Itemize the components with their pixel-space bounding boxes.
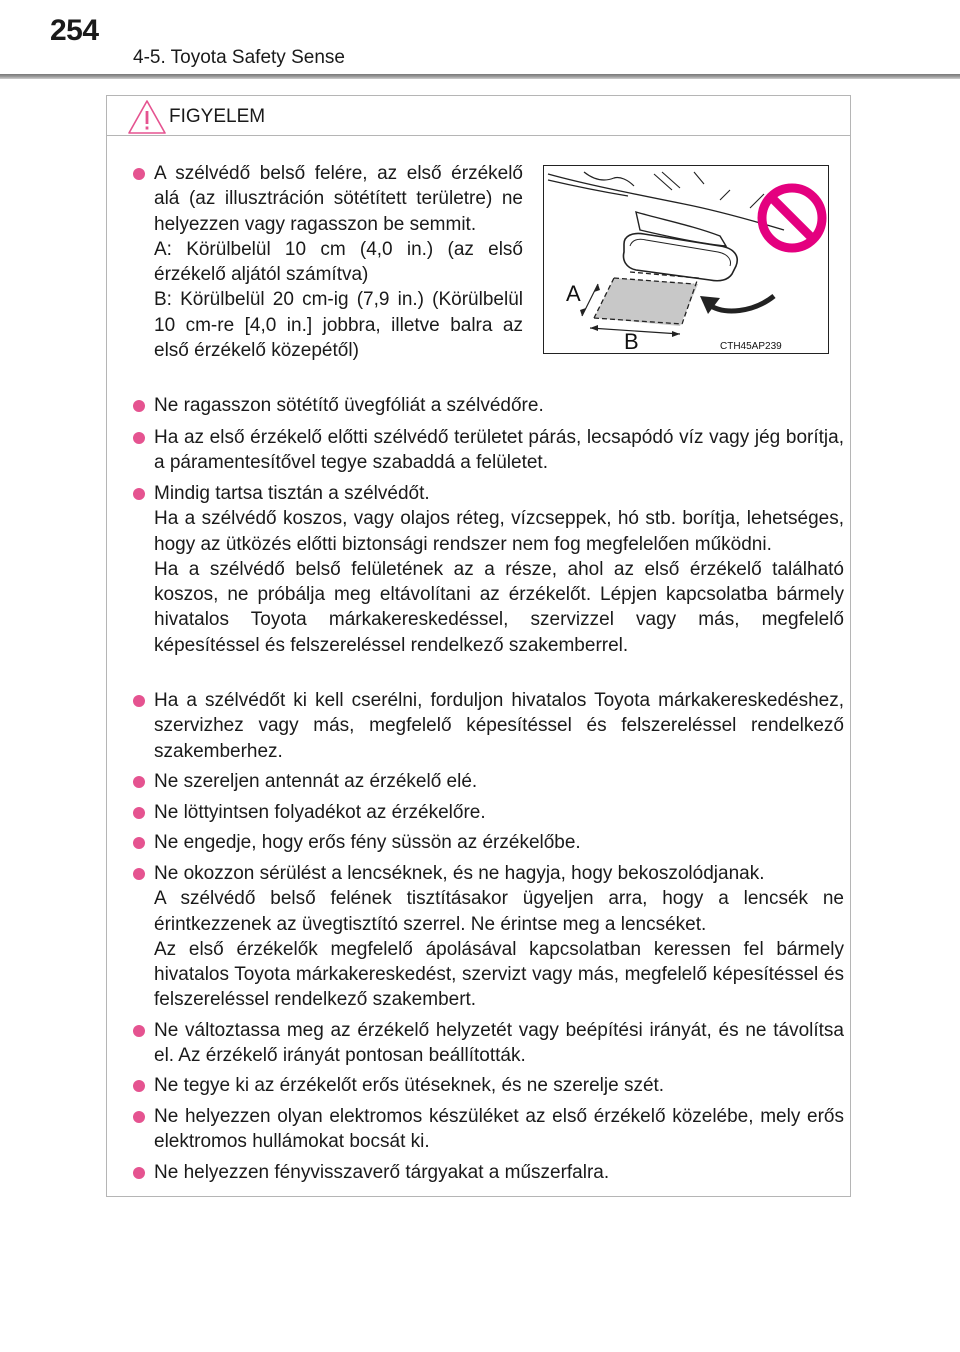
item-text: Ha a szélvédőt ki kell cserélni, forduljon hivatalos Toyota márkakereskedéshez, szervizhez vagy más, megfelelő képesítéssel és felszereléssel rendelkező szakemberhez.: [154, 690, 844, 762]
warning-title: FIGYELEM: [169, 106, 266, 127]
item-text: A szélvédő belső felére, az első érzékelő alá (az illusztráción sötétített területre) ne helyezzen vagy ragasszon be semmit.: [154, 163, 523, 235]
item-text: Ne helyezzen olyan elektromos készüléket az első érzékelő közelébe, mely erős elektromos hullámokat bocsát ki.: [154, 1106, 844, 1153]
list-item: [133, 1018, 844, 1069]
list-item: [133, 393, 844, 418]
list-item: [133, 688, 844, 764]
item-text: Ha a szélvédő koszos, vagy olajos réteg, vízcseppek, hó stb. borítja, lehetséges, hogy az ütközés előtti biztonsági rendszer nem fog megfelelően működni.: [154, 508, 844, 555]
warning-box: [106, 95, 851, 1197]
sensor-illustration-drawing: [544, 166, 828, 353]
item-text: Ne szereljen antennát az érzékelő elé.: [154, 771, 478, 792]
item-text: Ha az első érzékelő előtti szélvédő területet párás, lecsapódó víz vagy jég borítja, a páramentesítővel tegye szabaddá a felületet.: [154, 427, 844, 474]
section-title: 4-5. Toyota Safety Sense: [133, 47, 345, 68]
list-item: [133, 800, 844, 825]
bullet-dot: [133, 168, 145, 180]
figure-label-a: A: [566, 281, 581, 306]
bullet-dot: [133, 1111, 145, 1123]
item-text: Ha a szélvédő belső felületének az a része, ahol az első érzékelő található koszos, ne próbálja meg eltávolítani az érzékelőt. Lépjen kapcsolatba bármely hivatalos Toyota márkakereskedéssel, szervizzel vagy más, megfelelő képesítéssel és felszereléssel rendelkező szakemberrel.: [154, 558, 844, 656]
item-text: Ne löttyintsen folyadékot az érzékelőre.: [154, 802, 486, 823]
bullet-dot: [133, 400, 145, 412]
list-item: [133, 769, 844, 794]
list-item: [133, 1073, 844, 1098]
item-text: Ne tegye ki az érzékelőt erős ütéseknek, és ne szerelje szét.: [154, 1075, 665, 1096]
item-text: Mindig tartsa tisztán a szélvédőt.: [154, 483, 430, 504]
item-text: Ne engedje, hogy erős fény süssön az érzékelőbe.: [154, 832, 581, 853]
item-text: B: Körülbelül 20 cm-ig (7,9 in.) (Körülbelül 10 cm-re [4,0 in.] jobbra, illetve balra az első érzékelő közepétől): [154, 289, 523, 362]
page-number: 254: [50, 14, 99, 47]
sensor-illustration: [543, 165, 829, 354]
item-text: Ne ragasszon sötétítő üvegfóliát a szélvédőre.: [154, 395, 544, 416]
page-header: [0, 0, 960, 80]
bullet-dot: [133, 868, 145, 880]
list-item: [133, 830, 844, 855]
item-text: A: Körülbelül 10 cm (4,0 in.) (az első érzékelő aljától számítva): [154, 238, 523, 286]
bullet-dot: [133, 488, 145, 500]
figure-label-b: B: [624, 329, 639, 353]
list-item: [133, 481, 844, 658]
bullet-dot: [133, 1080, 145, 1092]
bullet-dot: [133, 1167, 145, 1179]
item-text: A szélvédő belső felének tisztításakor ügyeljen arra, hogy a lencsék ne érintkezzenek az üvegtisztító szerrel. Ne érintse meg a lencséket.: [154, 888, 844, 935]
figure-code: CTH45AP239: [720, 341, 782, 352]
warning-triangle-icon: [127, 99, 167, 135]
bullet-dot: [133, 837, 145, 849]
warning-header: [107, 96, 850, 136]
bullet-dot: [133, 432, 145, 444]
bullet-dot: [133, 1025, 145, 1037]
bullet-dot: [133, 695, 145, 707]
list-item: [133, 1104, 844, 1155]
list-item: [133, 861, 844, 1013]
item-text: Ne okozzon sérülést a lencséknek, és ne hagyja, hogy bekoszolódjanak.: [154, 863, 765, 884]
item-text: Ne változtassa meg az érzékelő helyzetét vagy beépítési irányát, és ne távolítsa el. Az érzékelő irányát pontosan beállították.: [154, 1020, 844, 1067]
bullet-dot: [133, 776, 145, 788]
bullet-dot: [133, 807, 145, 819]
list-item: [133, 425, 844, 476]
list-item: [133, 1160, 844, 1185]
header-rule: [0, 74, 960, 79]
item-text: Ne helyezzen fényvisszaverő tárgyakat a műszerfalra.: [154, 1162, 610, 1183]
list-item: [133, 161, 523, 363]
item-text: Az első érzékelők megfelelő ápolásával kapcsolatban keressen fel bármely hivatalos Toyota márkakereskedést, szervizt vagy más, megfelelő képesítéssel és felszereléssel rendelkező szakembert.: [154, 938, 844, 1011]
